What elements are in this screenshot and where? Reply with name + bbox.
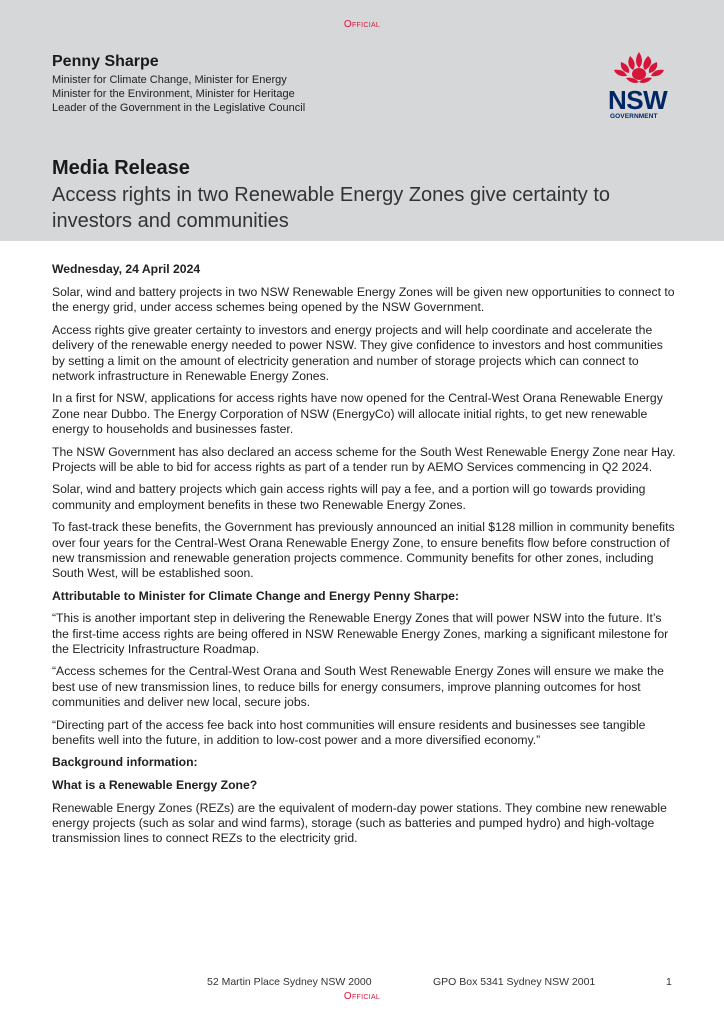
- minister-name: Penny Sharpe: [52, 53, 159, 70]
- minister-role-line: Minister for the Environment, Minister for Heritage: [52, 88, 295, 100]
- attribution-heading: Attributable to Minister for Climate Change and Energy Penny Sharpe:: [52, 588, 459, 603]
- classification-marking-top: Official: [343, 19, 381, 30]
- government-wordmark: GOVERNMENT: [610, 113, 658, 120]
- nsw-wordmark: NSW: [608, 85, 668, 115]
- minister-roles: [52, 73, 305, 115]
- quote-paragraph: “Directing part of the access fee back into host communities will ensure residents and businesses see tangible benefits well into the future, in addition to low-cost power and a more diversified economy.”: [52, 717, 646, 747]
- body-paragraph: Solar, wind and battery projects which gain access rights will pay a fee, and a portion will go towards providing community and employment benefits in these two Renewable Energy Zones.: [52, 482, 646, 512]
- quote-paragraph: “This is another important step in delivering the Renewable Energy Zones that will power NSW into the future. It’s the first-time access rights are being offered in NSW Renewable Energy Zones, marking a significant milestone for the Electricity Infrastructure Roadmap.: [52, 611, 669, 656]
- footer-street-address: 52 Martin Place Sydney NSW 2000: [207, 976, 372, 988]
- media-release-label: Media Release: [52, 157, 190, 179]
- release-body: [52, 262, 676, 854]
- waratah-icon: [606, 50, 672, 90]
- minister-role-line: Leader of the Government in the Legislative Council: [52, 102, 306, 114]
- body-paragraph: Solar, wind and battery projects in two NSW Renewable Energy Zones will be given new opportunities to connect to the energy grid, under access schemes being opened by the NSW Government.: [52, 285, 675, 315]
- body-paragraph: Access rights give greater certainty to investors and energy projects and will help coordinate and accelerate the delivery of the renewable energy needed to power NSW. They give confidence to investors and host communities by setting a limit on the amount of electricity generation and number of storage projects which can connect to network infrastructure in Renewable Energy Zones.: [52, 323, 663, 383]
- page-number: 1: [666, 976, 672, 988]
- body-paragraph: The NSW Government has also declared an access scheme for the South West Renewable Energy Zone near Hay. Projects will be able to bid for access rights as part of a tender run by AEMO Services commencing in Q2 2024.: [52, 444, 676, 474]
- rez-heading: What is a Renewable Energy Zone?: [52, 778, 258, 793]
- background-heading: Background information:: [52, 755, 198, 770]
- footer-postal-address: GPO Box 5341 Sydney NSW 2001: [433, 976, 596, 988]
- body-paragraph: To fast-track these benefits, the Government has previously announced an initial $128 million in community benefits over four years for the Central-West Orana Renewable Energy Zone, to ensure benefits flow before construction of new transmission and renewable generation projects commence. Community benefits for other zones, including South West, will be established soon.: [52, 520, 675, 580]
- release-date: Wednesday, 24 April 2024: [52, 262, 201, 276]
- body-paragraph: In a first for NSW, applications for access rights have now opened for the Central-West Orana Renewable Energy Zone near Dubbo. The Energy Corporation of NSW (EnergyCo) will allocate initial rights, to get new renewable energy to households and businesses faster.: [52, 391, 663, 436]
- nsw-government-logo: [606, 50, 676, 126]
- rez-paragraph: Renewable Energy Zones (REZs) are the equivalent of modern-day power stations. They combine new renewable energy projects (such as solar and wind farms), storage (such as batteries and pumped hydro) and high-voltage transmission lines to connect REZs to the electricity grid.: [52, 800, 667, 846]
- minister-role-line: Minister for Climate Change, Minister for Energy: [52, 74, 287, 86]
- release-title: Access rights in two Renewable Energy Zones give certainty to investors and communities: [52, 184, 611, 232]
- quote-paragraph: “Access schemes for the Central-West Orana and South West Renewable Energy Zones will ensure we make the best use of new transmission lines, to reduce bills for energy consumers, improve planning outcomes for host communities and deliver new local, secure jobs.: [52, 664, 664, 709]
- classification-marking-bottom: Official: [343, 991, 381, 1002]
